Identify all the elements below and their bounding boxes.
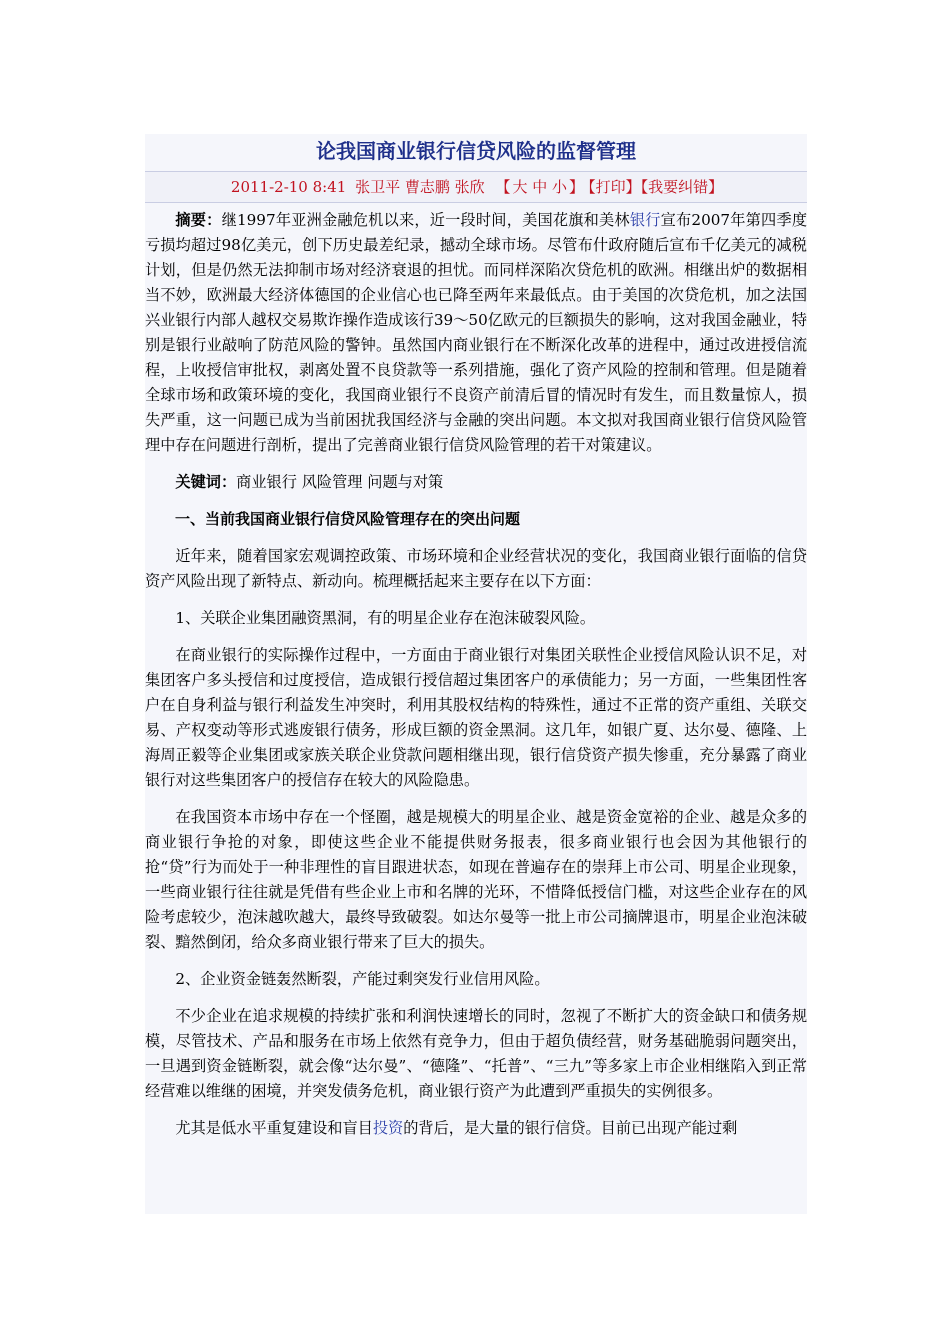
keywords-text: 商业银行 风险管理 问题与对策 <box>236 473 444 491</box>
paragraph-text-b: 的背后，是大量的银行信贷。目前已出现产能过剩 <box>403 1119 738 1137</box>
subheading: 2、企业资金链轰然断裂，产能过剩突发行业信用风险。 <box>175 970 550 988</box>
abstract-paragraph <box>145 208 807 458</box>
section-heading: 一、当前我国商业银行信贷风险管理存在的突出问题 <box>175 510 521 528</box>
paragraph: 在我国资本市场中存在一个怪圈，越是规模大的明星企业、越是资金宽裕的企业、越是众多的商业银行争抢的对象，即使这些企业不能提供财务报表，很多商业银行也会因为其他银行的抢“贷”行为而处于一种非理性的盲目跟进状态，如现在普遍存在的崇拜上市公司、明星企业现象，一些商业银行往往就是凭借有些企业上市和名牌的光环，不惜降低授信门槛，对这些企业存在的风险考虑较少，泡沫越吹越大，最终导致破裂。如达尔曼等一批上市公司摘牌退市，明星企业泡沫破裂、黯然倒闭，给众多商业银行带来了巨大的损失。 <box>145 808 807 951</box>
font-size-medium-link[interactable]: 中 <box>532 178 548 196</box>
font-size-large-link[interactable]: 大 <box>512 178 528 196</box>
keywords-label: 关键词： <box>175 473 237 491</box>
bracket-close: 】 <box>569 178 585 196</box>
article-page <box>145 134 807 1214</box>
paragraph-text-a: 尤其是低水平重复建设和盲目 <box>175 1119 373 1137</box>
investment-link[interactable]: 投资 <box>372 1119 404 1137</box>
keywords-paragraph <box>145 470 807 495</box>
abstract-text-b: 宣布2007年第四季度亏损均超过98亿美元，创下历史最差纪录，撼动全球市场。尽管布什政府随后宣布千亿美元的减税计划，但是仍然无法抑制市场对经济衰退的担忧。而同样深陷次贷危机的欧洲。相继出炉的数据相当不妙，欧洲最大经济体德国的企业信心也已降至两年来最低点。由于美国的次贷危机，加之法国兴业银行内部人越权交易欺诈操作造成该行39～50亿欧元的巨额损失的影响，这对我国金融业，特别是银行业敲响了防范风险的警钟。虽然国内商业银行在不断深化改革的进程中，通过改进授信流程，上收授信审批权，剥离处置不良贷款等一系列措施，强化了资产风险的控制和管理。但是随着全球市场和政策环境的变化，我国商业银行不良资产前清后冒的情况时有发生，而且数量惊人，损失严重，这一问题已成为当前困扰我国经济与金融的突出问题。本文拟对我国商业银行信贷风险管理中存在问题进行剖析，提出了完善商业银行信贷风险管理的若干对策建议。 <box>145 211 808 454</box>
bracket-open: 【 <box>495 178 511 196</box>
font-size-controls <box>493 178 586 196</box>
print-link[interactable]: 【打印】 <box>588 178 641 196</box>
paragraph: 不少企业在追求规模的持续扩张和利润快速增长的同时，忽视了不断扩大的资金缺口和债务规模，尽管技术、产品和服务在市场上依然有竞争力，但由于超负债经营，财务基础脆弱问题突出，一旦遇到资金链断裂，就会像“达尔曼”、“德隆”、“托普”、“三九”等多家上市企业相继陷入到正常经营难以维继的困境，并突发债务危机，商业银行资产为此遭到严重损失的实例很多。 <box>145 1007 807 1100</box>
page-title: 论我国商业银行信贷风险的监督管理 <box>316 139 636 163</box>
report-error-link[interactable]: 【我要纠错】 <box>640 178 724 196</box>
author-list: 张卫平 曹志鹏 张欣 <box>355 178 485 196</box>
paragraph: 在商业银行的实际操作过程中，一方面由于商业银行对集团关联性企业授信风险认识不足，对集团客户多头授信和过度授信，造成银行授信超过集团客户的承债能力；另一方面，一些集团性客户在自身利益与银行利益发生冲突时，利用其股权结构的特殊性，通过不正常的资产重组、关联交易、产权变动等形式逃废银行债务，形成巨额的资金黑洞。这几年，如银广夏、达尔曼、德隆、上海周正毅等企业集团或家族关联企业贷款问题相继出现，银行信贷资产损失惨重，充分暴露了商业银行对这些集团客户的授信存在较大的风险隐患。 <box>145 646 807 789</box>
abstract-text-a: 继1997年亚洲金融危机以来，近一段时间，美国花旗和美林 <box>221 211 630 229</box>
subheading: 1、关联企业集团融资黑洞，有的明星企业存在泡沫破裂风险。 <box>175 609 596 627</box>
bank-link[interactable]: 银行 <box>629 211 661 229</box>
font-size-small-link[interactable]: 小 <box>552 178 568 196</box>
article-meta-bar <box>145 171 807 203</box>
abstract-label: 摘要： <box>175 211 222 229</box>
publish-date: 2011-2-10 8:41 <box>230 178 347 196</box>
paragraph <box>145 1116 807 1141</box>
paragraph: 近年来，随着国家宏观调控政策、市场环境和企业经营状况的变化，我国商业银行面临的信贷资产风险出现了新特点、新动向。梳理概括起来主要存在以下方面： <box>145 547 807 590</box>
article-body <box>145 208 807 1153</box>
